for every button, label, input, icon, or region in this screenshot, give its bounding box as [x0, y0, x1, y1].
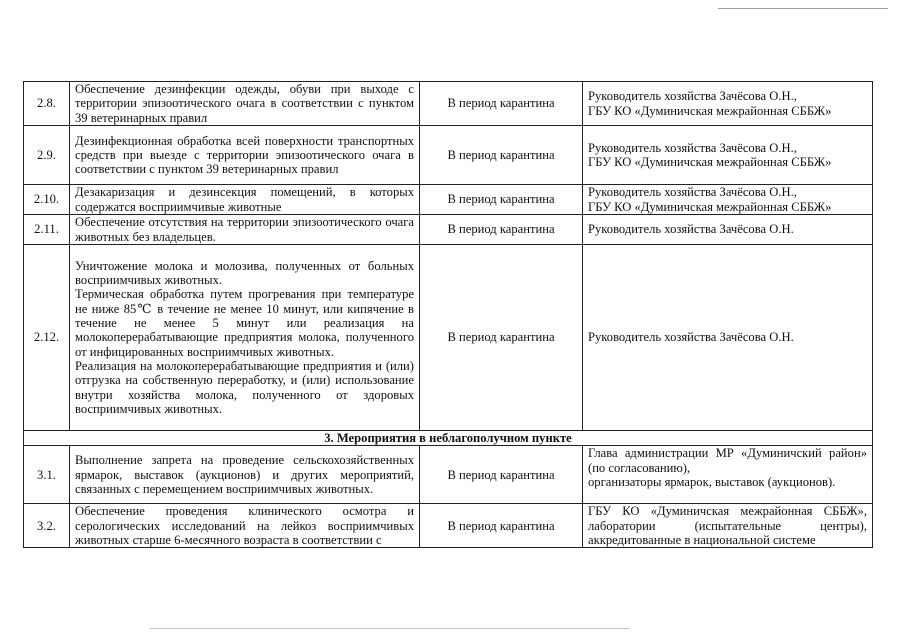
item-number: 2.9.: [24, 126, 70, 185]
responsible-line: Руководитель хозяйства Зачёсова О.Н.: [588, 222, 794, 237]
responsible-line: Руководитель хозяйства Зачёсова О.Н.,: [588, 140, 797, 155]
measure-term: В период карантина: [420, 446, 583, 504]
measure-term: В период карантина: [420, 215, 583, 245]
responsible-line: ГБУ КО «Думиничская межрайонная СББЖ», лаборатории (испытательные центры), аккредитованные в национальной системе: [588, 504, 867, 547]
measure-responsible: [583, 245, 873, 431]
table-row-3-2: [24, 504, 873, 548]
measure-responsible: [583, 185, 873, 215]
item-number: 2.10.: [24, 185, 70, 215]
responsible-line: Руководитель хозяйства Зачёсова О.Н.,: [588, 89, 797, 104]
item-number: 3.2.: [24, 504, 70, 548]
responsible-line: Руководитель хозяйства Зачёсова О.Н.,: [588, 185, 797, 200]
measure-paragraph: Уничтожение молока и молозива, полученных от больных восприимчивых животных.: [75, 258, 414, 288]
measure-text: Дезакаризация и дезинсекция помещений, в которых содержатся восприимчивые животные: [70, 185, 420, 215]
responsible-line: организаторы ярмарок, выставок (аукционов).: [588, 474, 836, 489]
item-number: 2.12.: [24, 245, 70, 431]
responsible-line: ГБУ КО «Думиничская межрайонная СББЖ»: [588, 155, 832, 169]
responsible-line: ГБУ КО «Думиничская межрайонная СББЖ»: [588, 199, 832, 214]
measure-responsible: [583, 126, 873, 185]
table-row-3-1: [24, 446, 873, 504]
section-header-row: [24, 431, 873, 446]
responsible-line: Руководитель хозяйства Зачёсова О.Н.: [588, 330, 794, 345]
table-row-2-9: [24, 126, 873, 185]
measure-text: Обеспечение отсутствия на территории эпизоотического очага животных без владельцев.: [70, 215, 420, 245]
measure-paragraph: Термическая обработка путем прогревания при температуре не ниже 85℃ в течение не менее 10 минут, или кипячение в течение не менее 5 минут или реализация на молокоперерабатывающие предприятия молока, полученного от инфицированных восприимчивых животных.: [75, 287, 414, 359]
measure-term: В период карантина: [420, 82, 583, 126]
scan-artifact-line: [150, 628, 630, 629]
responsible-line: Глава администрации МР «Думиничский район» (по согласованию),: [588, 446, 867, 475]
measure-term: В период карантина: [420, 185, 583, 215]
item-number: 2.11.: [24, 215, 70, 245]
measure-term: В период карантина: [420, 504, 583, 548]
item-number: 3.1.: [24, 446, 70, 504]
measure-text: [70, 245, 420, 431]
table-row-2-10: [24, 185, 873, 215]
measure-responsible: [583, 215, 873, 245]
measure-responsible: [583, 446, 873, 504]
measure-term: В период карантина: [420, 245, 583, 431]
table-row-2-11: [24, 215, 873, 245]
measure-responsible: [583, 82, 873, 126]
item-number: 2.8.: [24, 82, 70, 126]
responsible-line: ГБУ КО «Думиничская межрайонная СББЖ»: [588, 103, 832, 118]
table-row-2-12: [24, 245, 873, 431]
measure-text: Выполнение запрета на проведение сельскохозяйственных ярмарок, выставок (аукционов) и других мероприятий, связанных с перемещением восприимчивых животных.: [70, 446, 420, 504]
measure-text: Обеспечение проведения клинического осмотра и серологических исследований на лейкоз восприимчивых животных старше 6-месячного возраста в соответствии с: [70, 504, 420, 548]
measure-responsible: [583, 504, 873, 548]
measure-paragraph: Реализация на молокоперерабатывающие предприятия и (или) отгрузка на собственную переработку, и (или) использование внутри хозяйства молока, полученного от здоровых восприимчивых животных.: [75, 358, 414, 416]
measure-text: Обеспечение дезинфекции одежды, обуви при выходе с территории эпизоотического очага в соответствии с пунктом 39 ветеринарных правил: [70, 82, 420, 126]
measure-term: В период карантина: [420, 126, 583, 185]
measures-table: [23, 81, 873, 548]
table-row-2-8: [24, 82, 873, 126]
measure-text: Дезинфекционная обработка всей поверхности транспортных средств при выезде с территории эпизоотического очага в соответствии с пунктом 39 ветеринарных правил: [70, 126, 420, 185]
scan-artifact-line: [718, 8, 888, 9]
section-title: 3. Мероприятия в неблагополучном пункте: [24, 431, 873, 446]
